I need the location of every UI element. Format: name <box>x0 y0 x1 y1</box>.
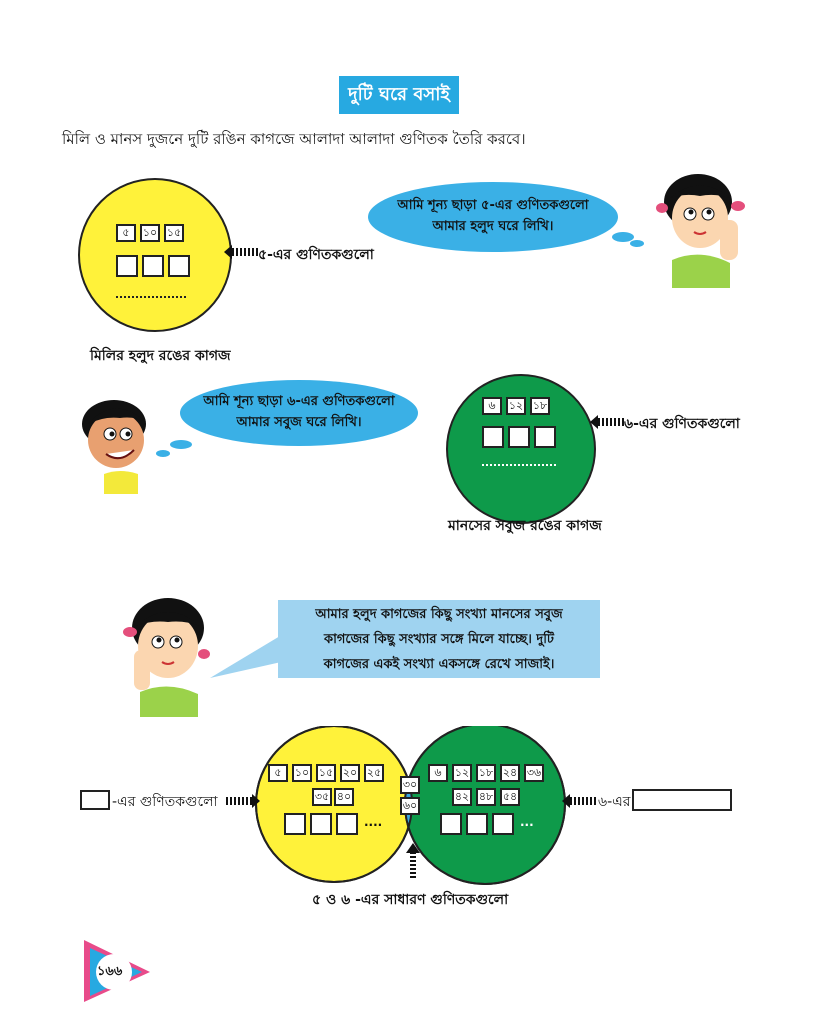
thought-dot <box>170 440 192 449</box>
mili-empty-box-1 <box>116 255 138 277</box>
mili-caption: মিলির হলুদ রঙের কাগজ <box>90 348 231 364</box>
manas-box-3: ১৮ <box>530 397 550 415</box>
manas-arrow-label: ৬-এর গুণিতকগুলো <box>624 416 740 432</box>
common-up-arrow <box>410 852 416 878</box>
venn-right-box-4: ২৪ <box>500 764 520 782</box>
mili-empty-box-3 <box>168 255 190 277</box>
speech-line2: কাগজের কিছু সংখ্যার সঙ্গে মিলে যাচ্ছে। দুটি <box>324 631 554 647</box>
thought-dot <box>630 240 644 247</box>
mili-arrow-label: ৫-এর গুণিতকগুলো <box>258 247 374 263</box>
venn-left-box-1: ৫ <box>268 764 288 782</box>
venn-right-box-8: ৫৪ <box>500 788 520 806</box>
manas-box-1: ৬ <box>482 397 502 415</box>
mili-empty-box-2 <box>142 255 164 277</box>
venn-right-box-6: ৪২ <box>452 788 472 806</box>
venn-left-box-4: ২০ <box>340 764 360 782</box>
mili-dots <box>116 296 186 298</box>
venn-left-box-5: ২৫ <box>364 764 384 782</box>
venn-right-empty-2 <box>466 813 488 835</box>
common-up-arrowhead <box>406 843 420 853</box>
venn-left-ellipsis: .... <box>364 815 383 829</box>
mili-box-3: ১৫ <box>164 224 184 242</box>
venn-right-blank[interactable] <box>632 789 732 811</box>
venn-left-arrow <box>226 797 252 805</box>
mili-girl-illustration-2 <box>112 592 222 717</box>
mili-bubble-line2: আমার হলুদ ঘরে লিখি। <box>432 219 554 234</box>
mili-girl-illustration <box>650 168 750 288</box>
speech-line3: কাগজের একই সংখ্যা একসঙ্গে রেখে সাজাই। <box>323 656 555 672</box>
venn-common-box-2: ৬০ <box>400 797 420 815</box>
manas-caption: মানসের সবুজ রঙের কাগজ <box>448 518 602 534</box>
manas-box-2: ১২ <box>506 397 526 415</box>
venn-right-ellipsis: ... <box>520 815 534 829</box>
venn-common-box-1: ৩০ <box>400 776 420 794</box>
manas-bubble-line1: আমি শূন্য ছাড়া ৬-এর গুণিতকগুলো <box>203 394 395 409</box>
manas-arrow <box>598 418 624 426</box>
mili-bubble-line1: আমি শূন্য ছাড়া ৫-এর গুণিতকগুলো <box>397 198 589 213</box>
venn-left-label: -এর গুণিতকগুলো <box>112 794 218 810</box>
mili-box-2: ১০ <box>140 224 160 242</box>
venn-right-arrow <box>570 797 596 805</box>
venn-caption: ৫ ও ৬ -এর সাধারণ গুণিতকগুলো <box>312 892 509 908</box>
manas-empty-box-3 <box>534 426 556 448</box>
manas-dots <box>482 464 556 466</box>
mili-box-1: ৫ <box>116 224 136 242</box>
venn-left-empty-2 <box>310 813 332 835</box>
mili-arrow <box>232 248 258 256</box>
venn-left-box-2: ১০ <box>292 764 312 782</box>
speech-line1: আমার হলুদ কাগজের কিছু সংখ্যা মানসের সবুজ <box>315 606 563 622</box>
venn-right-box-7: ৪৮ <box>476 788 496 806</box>
venn-right-empty-3 <box>492 813 514 835</box>
manas-thought-bubble <box>180 380 418 446</box>
venn-left-box-7: ৪০ <box>334 788 354 806</box>
venn-left-blank[interactable] <box>80 790 110 810</box>
venn-right-box-5: ৩৬ <box>524 764 544 782</box>
venn-left-box-6: ৩৫ <box>312 788 332 806</box>
mili-thought-bubble <box>368 182 618 252</box>
venn-right-empty-1 <box>440 813 462 835</box>
venn-right-box-1: ৬ <box>428 764 448 782</box>
manas-bubble-line2: আমার সবুজ ঘরে লিখি। <box>236 415 362 430</box>
manas-empty-box-2 <box>508 426 530 448</box>
section-title: দুটি ঘরে বসাই <box>339 76 459 114</box>
venn-right-box-3: ১৮ <box>476 764 496 782</box>
venn-left-box-3: ১৫ <box>316 764 336 782</box>
venn-left-empty-1 <box>284 813 306 835</box>
intro-text: মিলি ও মানস দুজনে দুটি রঙিন কাগজে আলাদা আলাদা গুণিতক তৈরি করবে। <box>62 130 526 148</box>
venn-left-empty-3 <box>336 813 358 835</box>
mili-speech-box <box>278 600 600 678</box>
venn-right-box-2: ১২ <box>452 764 472 782</box>
venn-right-label: ৬-এর <box>598 794 631 810</box>
manas-boy-illustration <box>74 394 164 494</box>
manas-empty-box-1 <box>482 426 504 448</box>
page-number: ১৬৬ <box>97 964 123 979</box>
